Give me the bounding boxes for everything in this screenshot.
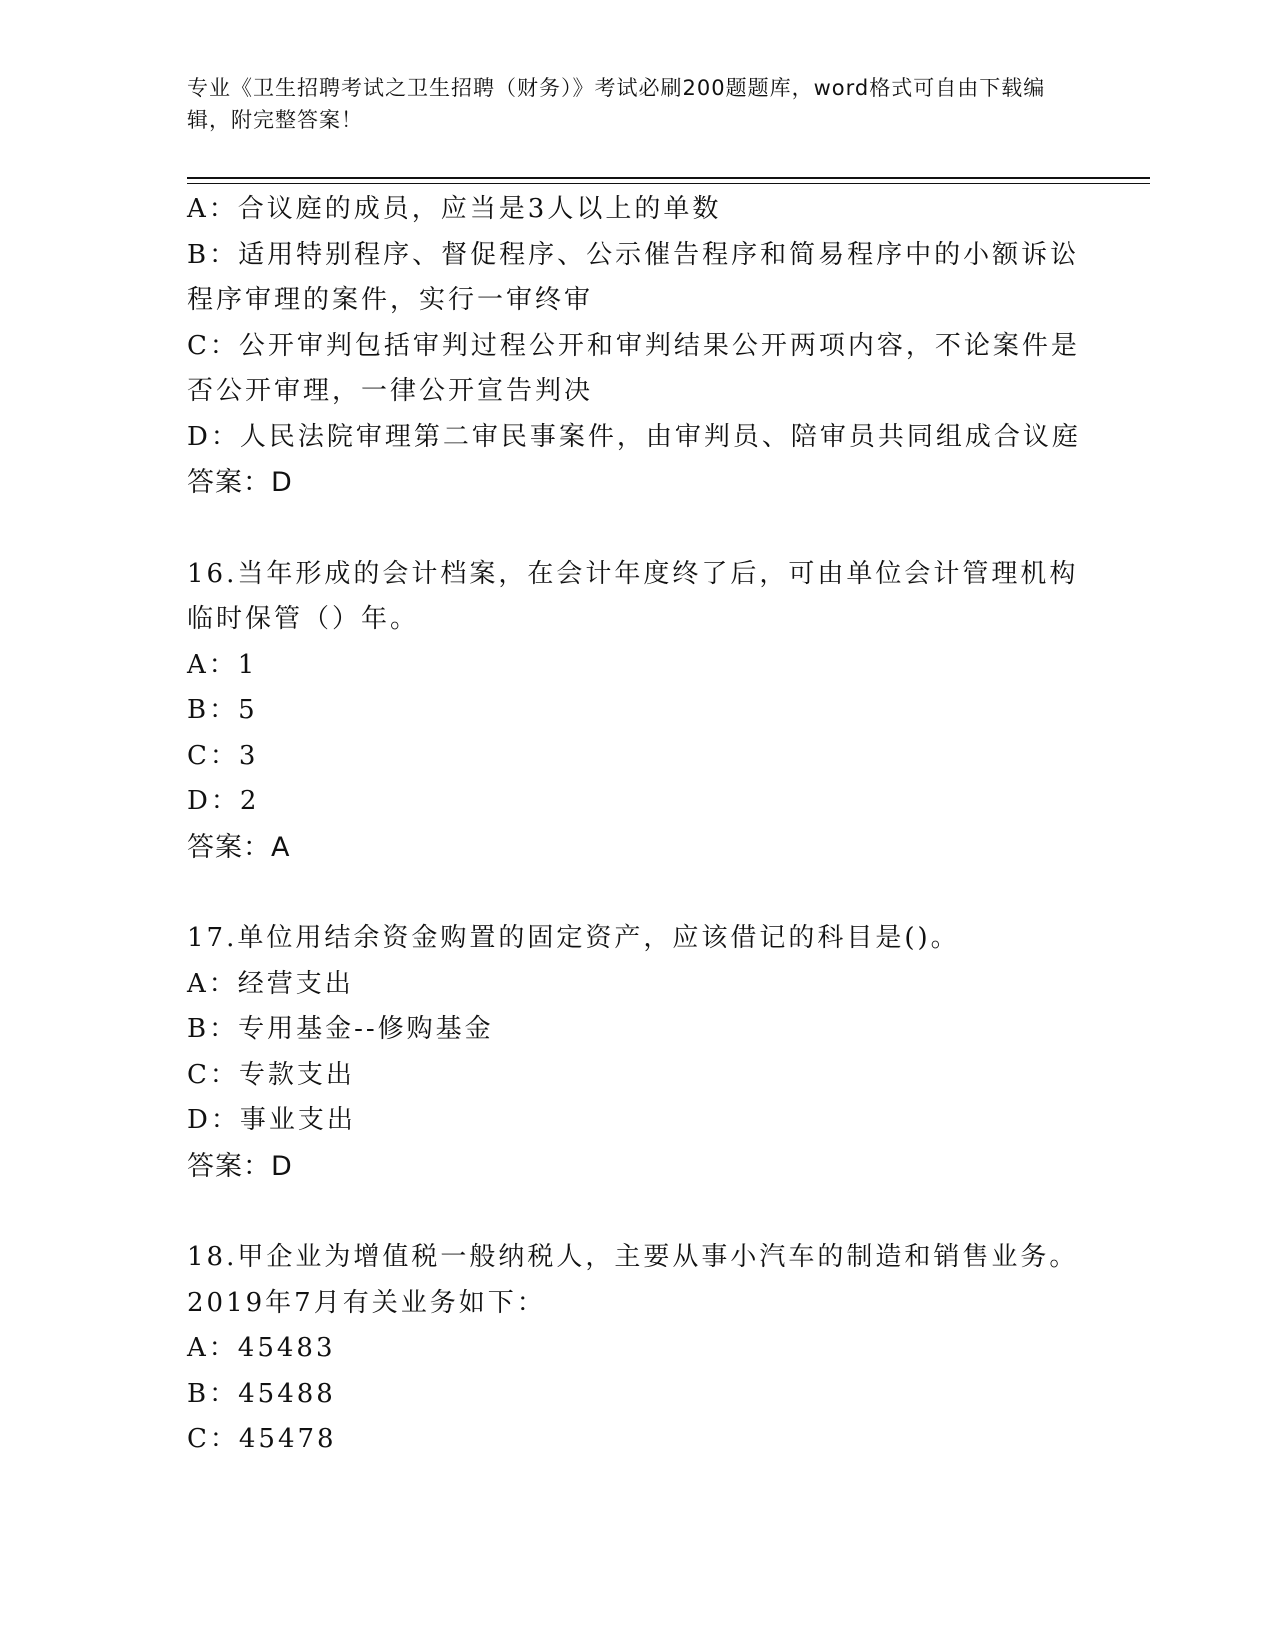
option-b: B：5 xyxy=(187,695,258,725)
option-a: A：1 xyxy=(187,649,258,680)
header-divider-thick xyxy=(187,177,1150,179)
question-stem: 16.当年形成的会计档案，在会计年度终了后，可由单位会计管理机构临时保管（）年。 xyxy=(187,558,1079,634)
option-d: D：2 xyxy=(187,786,260,816)
option-b: B：适用特别程序、督促程序、公示催告程序和简易程序中的小额诉讼程序审理的案件，实行一审终审 xyxy=(187,239,1080,315)
document-header xyxy=(187,72,1077,136)
question-16 xyxy=(187,552,1087,871)
option-a: A：45483 xyxy=(187,1333,336,1363)
answer-label: 答案：A xyxy=(187,831,291,863)
option-c: C：专款支出 xyxy=(187,1059,355,1090)
question-stem: 18.甲企业为增值税一般纳税人，主要从事小汽车的制造和销售业务。2019年7月有关业务如下： xyxy=(187,1242,1079,1318)
answer-label: 答案：D xyxy=(187,1150,293,1182)
question-18 xyxy=(187,1235,1087,1463)
option-a: A：合议庭的成员，应当是3人以上的单数 xyxy=(187,194,722,224)
question-prev xyxy=(187,187,1087,506)
question-stem: 17.单位用结余资金购置的固定资产，应该借记的科目是()。 xyxy=(187,923,960,953)
header-title: 专业《卫生招聘考试之卫生招聘（财务）》考试必刷200题题库，word格式可自由下载编辑，附完整答案！ xyxy=(187,76,1046,132)
document-body xyxy=(187,187,1087,1463)
option-c: C：45478 xyxy=(187,1424,337,1454)
question-17 xyxy=(187,916,1087,1189)
option-b: B：45488 xyxy=(187,1378,336,1409)
header-divider-thin xyxy=(187,183,1150,184)
spacer xyxy=(187,506,1087,552)
option-c: C：3 xyxy=(187,740,259,771)
option-a: A：经营支出 xyxy=(187,968,354,999)
spacer xyxy=(187,870,1087,916)
option-d: D：人民法院审理第二审民事案件，由审判员、陪审员共同组成合议庭 xyxy=(187,421,1081,452)
answer-label: 答案：D xyxy=(187,467,293,498)
spacer xyxy=(187,1189,1087,1235)
option-b: B：专用基金--修购基金 xyxy=(187,1014,494,1044)
option-d: D：事业支出 xyxy=(187,1105,356,1135)
option-c: C：公开审判包括审判过程公开和审判结果公开两项内容，不论案件是否公开审理，一律公开宣告判决 xyxy=(187,330,1080,406)
